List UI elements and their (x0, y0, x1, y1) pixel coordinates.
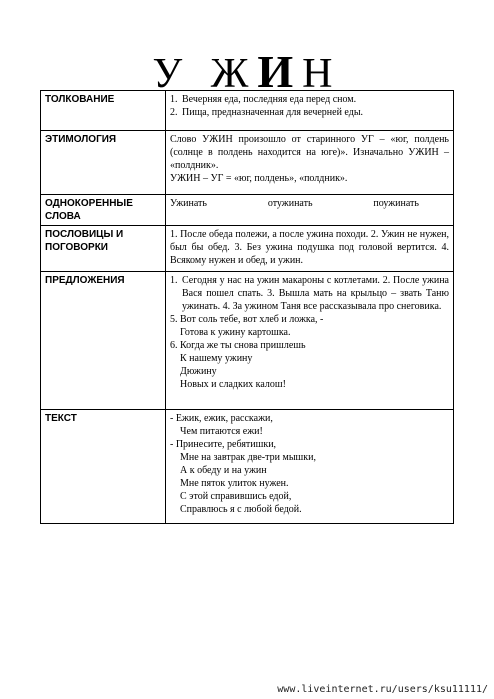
poem-line: - Ежик, ежик, расскажи, (170, 413, 273, 424)
list-number: 2. (170, 107, 178, 118)
word-card-table (40, 90, 454, 524)
poem-line: С этой справившись едой, (180, 491, 292, 502)
proverbs-text: 1. После обеда полежи, а после ужина походи. 2. Ужин не нужен, был бы обед. 3. Без ужина подушка под головой вертится. 4. Всякому нужен и обед, и ужин. (170, 229, 449, 266)
poem-line: Мне пяток улиток нужен. (180, 478, 289, 489)
poem-line: А к обеду и на ужин (180, 465, 267, 476)
row-label: ПОСЛОВИЦЫ И ПОГОВОРКИ (41, 226, 166, 272)
sentence-line: 5. Вот соль тебе, вот хлеб и ложка, - (170, 314, 324, 325)
sentence-line: Готова к ужину картошка. (180, 327, 291, 338)
etymology-text: Слово УЖИН произошло от старинного УГ – «юг, полдень (солнце в полдень находится на юге)». Изначально УЖИН – «полдник». (170, 134, 449, 171)
sentence-line: Дюжину (180, 366, 217, 377)
cognate-word: отужинать (267, 198, 313, 209)
poem-line: - Принесите, ребятишки, (170, 439, 277, 450)
row-interpretation (41, 91, 454, 131)
poem-line: Чем питаются ежи! (180, 426, 263, 437)
row-content (166, 272, 454, 410)
poem-line: Справлюсь я с любой бедой. (180, 504, 302, 515)
title-bold-letter: И (257, 46, 303, 97)
row-etymology (41, 131, 454, 195)
row-label: ЭТИМОЛОГИЯ (41, 131, 166, 195)
row-label: ОДНОКОРЕННЫЕ СЛОВА (41, 195, 166, 226)
sentence-text: Сегодня у нас на ужин макароны с котлетами. 2. После ужина Вася пошел спать. 3. Вышла мать на крыльцо – звать Таню ужинать. 4. За ужином Таня все рассказывала про снеговика. (182, 275, 449, 312)
row-proverbs (41, 226, 454, 272)
title-part: Н (302, 51, 342, 97)
row-content (166, 226, 454, 272)
poem-line: Мне на завтрак две-три мышки, (180, 452, 316, 463)
list-number: 1. (170, 275, 178, 286)
cognate-word: поужинать (373, 198, 419, 209)
row-cognates (41, 195, 454, 226)
list-item (170, 93, 449, 106)
sentence-line: 6. Когда же ты снова пришлешь (170, 340, 306, 351)
row-label: ТОЛКОВАНИЕ (41, 91, 166, 131)
row-content (166, 410, 454, 524)
row-text (41, 410, 454, 524)
sentence-item (170, 274, 449, 313)
source-url: www.liveinternet.ru/users/ksu11111/ (277, 684, 488, 695)
cognate-words (170, 197, 449, 210)
list-text: Пища, предназначенная для вечерней еды. (182, 107, 364, 118)
row-content (166, 91, 454, 131)
row-label: ПРЕДЛОЖЕНИЯ (41, 272, 166, 410)
list-text: Вечерняя еда, последняя еда перед сном. (182, 94, 357, 105)
etymology-formula: УЖИН – УГ = «юг, полдень», «полдник». (170, 173, 348, 184)
list-item (170, 106, 449, 119)
title-part: У Ж (152, 51, 258, 97)
cognate-word: Ужинать (170, 198, 207, 209)
row-label: ТЕКСТ (41, 410, 166, 524)
sentence-line: К нашему ужину (180, 353, 253, 364)
row-content (166, 131, 454, 195)
row-sentences (41, 272, 454, 410)
sentence-line: Новых и сладких калош! (180, 379, 286, 390)
list-number: 1. (170, 94, 178, 105)
row-content (166, 195, 454, 226)
